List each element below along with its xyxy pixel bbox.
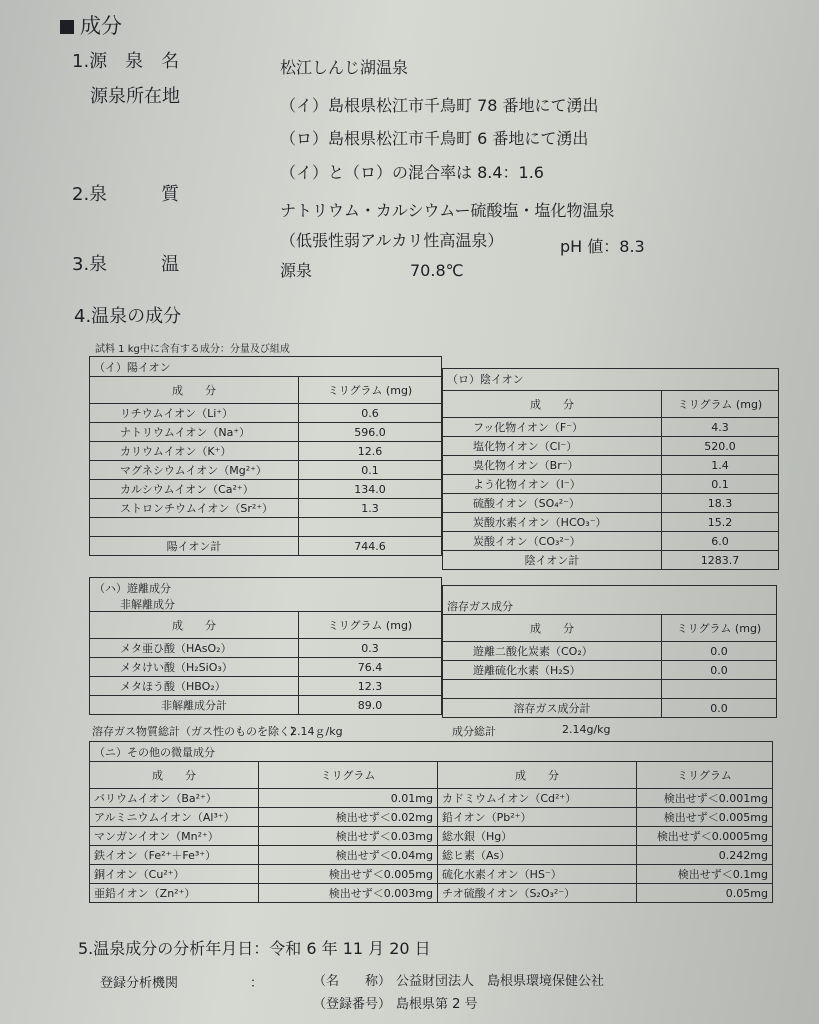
cation-title: （イ）陽イオン xyxy=(89,356,442,376)
trace-name: 鉛イオン（Pb²⁺） xyxy=(438,808,637,827)
free-mg: 12.3 xyxy=(299,677,442,696)
trace-row xyxy=(90,808,773,827)
trace-name: アルミニウムイオン（Al³⁺） xyxy=(90,808,259,827)
trace-name: カドミウムイオン（Cd²⁺） xyxy=(438,789,637,808)
cation-mg xyxy=(299,518,442,537)
cation-row xyxy=(90,461,442,480)
trace-title: （ニ）その他の微量成分 xyxy=(89,741,773,761)
anion-mg: 0.1 xyxy=(662,475,779,494)
anion-name: 炭酸イオン（CO₃²⁻） xyxy=(443,532,662,551)
gas-name xyxy=(443,680,662,699)
anion-name: 炭酸水素イオン（HCO₃⁻） xyxy=(443,513,662,532)
trace-mg: 検出せず＜0.001mg xyxy=(637,789,773,808)
gas-row xyxy=(443,642,777,661)
cation-name: ストロンチウムイオン（Sr²⁺） xyxy=(90,499,299,518)
cation-row xyxy=(90,423,442,442)
anion-name: 塩化物イオン（Cl⁻） xyxy=(443,437,662,456)
free-subtitle: 非解離成分 xyxy=(120,598,175,611)
cation-col-mg: ミリグラム (mg) xyxy=(299,377,442,404)
anion-total: 1283.7 xyxy=(662,551,779,570)
gas-total-label: 溶存ガス成分計 xyxy=(443,699,662,718)
cation-name: ナトリウムイオン（Na⁺） xyxy=(90,423,299,442)
cation-name: マグネシウムイオン（Mg²⁺） xyxy=(90,461,299,480)
trace-mg: 検出せず＜0.03mg xyxy=(259,827,438,846)
free-name: メタけい酸（H₂SiO₃） xyxy=(90,658,299,677)
anion-mg: 4.3 xyxy=(662,418,779,437)
free-mg: 76.4 xyxy=(299,658,442,677)
summary-right-label: 成分総計 xyxy=(452,725,496,738)
cation-mg: 1.3 xyxy=(299,499,442,518)
free-col-name: 成 分 xyxy=(90,612,299,639)
sample-note: 試料 1 kg中に含有する成分：分量及び組成 xyxy=(95,344,290,355)
anion-name: よう化物イオン（I⁻） xyxy=(443,475,662,494)
free-name: メタ亜ひ酸（HAsO₂） xyxy=(90,639,299,658)
spring-quality-value: ナトリウム・カルシウムー硫酸塩・塩化物温泉 xyxy=(280,201,615,220)
gas-col-name: 成 分 xyxy=(443,615,662,642)
anion-total-label: 陰イオン計 xyxy=(443,551,662,570)
free-col-mg: ミリグラム (mg) xyxy=(299,612,442,639)
trace-name: 鉄イオン（Fe²⁺＋Fe³⁺） xyxy=(90,846,259,865)
cation-mg: 134.0 xyxy=(299,480,442,499)
trace-name: マンガンイオン（Mn²⁺） xyxy=(90,827,259,846)
gas-mg: 0.0 xyxy=(662,661,777,680)
anion-table xyxy=(442,390,779,570)
section4-title: 4.温泉の成分 xyxy=(74,306,182,327)
cation-total-label: 陽イオン計 xyxy=(90,537,299,556)
gas-row xyxy=(443,680,777,699)
free-table xyxy=(89,611,442,715)
anion-mg: 6.0 xyxy=(662,532,779,551)
gas-mg xyxy=(662,680,777,699)
anion-name: フッ化物イオン（F⁻） xyxy=(443,418,662,437)
trace-row xyxy=(90,846,773,865)
cation-row xyxy=(90,404,442,423)
trace-mg: 検出せず＜0.005mg xyxy=(259,865,438,884)
summary-left-value: 2.14ｇ/kg xyxy=(290,725,343,738)
square-bullet-icon xyxy=(60,20,74,34)
trace-name: 硫化水素イオン（HS⁻） xyxy=(438,865,637,884)
org-reg-label: （登録番号） xyxy=(313,997,392,1012)
gas-row xyxy=(443,661,777,680)
anion-col-name: 成 分 xyxy=(443,391,662,418)
cation-col-name: 成 分 xyxy=(90,377,299,404)
anion-row xyxy=(443,532,779,551)
trace-name: チオ硫酸イオン（S₂O₃²⁻） xyxy=(438,884,637,903)
anion-name: 硫酸イオン（SO₄²⁻） xyxy=(443,494,662,513)
trace-row xyxy=(90,789,773,808)
anion-mg: 520.0 xyxy=(662,437,779,456)
gas-title: 溶存ガス成分 xyxy=(442,585,777,614)
trace-row xyxy=(90,827,773,846)
cation-total: 744.6 xyxy=(299,537,442,556)
cation-mg: 12.6 xyxy=(299,442,442,461)
anion-title: （ロ）陰イオン xyxy=(442,368,779,390)
trace-name: 銅イオン（Cu²⁺） xyxy=(90,865,259,884)
free-row xyxy=(90,677,442,696)
free-title xyxy=(89,577,442,611)
cation-name: リチウムイオン（Li⁺） xyxy=(90,404,299,423)
cation-name xyxy=(90,518,299,537)
cation-name: カルシウムイオン（Ca²⁺） xyxy=(90,480,299,499)
trace-col-mg-1: ミリグラム xyxy=(259,762,438,789)
summary-right-value: 2.14g/kg xyxy=(562,723,611,736)
trace-mg: 検出せず＜0.02mg xyxy=(259,808,438,827)
cation-row xyxy=(90,499,442,518)
free-title-text: （ハ）遊離成分 xyxy=(94,582,171,595)
source-location-b: （ロ）島根県松江市千鳥町 6 番地にて湧出 xyxy=(280,129,589,148)
source-location-a: （イ）島根県松江市千鳥町 78 番地にて湧出 xyxy=(280,96,599,115)
gas-col-mg: ミリグラム (mg) xyxy=(662,615,777,642)
trace-mg: 検出せず＜0.0005mg xyxy=(637,827,773,846)
trace-name: 総ヒ素（As） xyxy=(438,846,637,865)
free-row xyxy=(90,639,442,658)
org-reg-value: 島根県第 2 号 xyxy=(396,997,478,1012)
free-name: メタほう酸（HBO₂） xyxy=(90,677,299,696)
free-total-label: 非解離成分計 xyxy=(90,696,299,715)
gas-mg: 0.0 xyxy=(662,642,777,661)
anion-mg: 15.2 xyxy=(662,513,779,532)
anion-mg: 18.3 xyxy=(662,494,779,513)
anion-row xyxy=(443,475,779,494)
source-name-value: 松江しんじ湖温泉 xyxy=(280,58,409,77)
cation-row xyxy=(90,480,442,499)
cation-mg: 0.6 xyxy=(299,404,442,423)
mix-ratio: （イ）と（ロ）の混合率は 8.4：1.6 xyxy=(280,163,544,182)
free-mg: 0.3 xyxy=(299,639,442,658)
source-location-label: 源泉所在地 xyxy=(90,86,180,107)
trace-mg: 0.01mg xyxy=(259,789,438,808)
spring-quality-label: 2.泉 質 xyxy=(72,184,180,205)
trace-name: 亜鉛イオン（Zn²⁺） xyxy=(90,884,259,903)
summary-left-label: 溶存ガス物質総計（ガス性のものを除く） xyxy=(92,725,301,738)
trace-col-mg-2: ミリグラム xyxy=(637,762,773,789)
cation-name: カリウムイオン（K⁺） xyxy=(90,442,299,461)
org-colon: ： xyxy=(250,976,264,991)
anion-name: 臭化物イオン（Br⁻） xyxy=(443,456,662,475)
ph-value: pH 値：8.3 xyxy=(560,237,645,256)
anion-mg: 1.4 xyxy=(662,456,779,475)
cation-table xyxy=(89,376,442,556)
org-label: 登録分析機関 xyxy=(100,976,179,991)
org-name-label: （名 称） xyxy=(313,974,392,989)
gas-name: 遊離硫化水素（H₂S） xyxy=(443,661,662,680)
analysis-date: 5.温泉成分の分析年月日：令和 6 年 11 月 20 日 xyxy=(78,939,431,958)
trace-mg: 検出せず＜0.005mg xyxy=(637,808,773,827)
gas-table xyxy=(442,614,777,718)
trace-col-name-2: 成 分 xyxy=(438,762,637,789)
cation-mg: 0.1 xyxy=(299,461,442,480)
anion-row xyxy=(443,418,779,437)
anion-row xyxy=(443,513,779,532)
trace-name: バリウムイオン（Ba²⁺） xyxy=(90,789,259,808)
section-title: 成分 xyxy=(60,10,122,40)
gas-total: 0.0 xyxy=(662,699,777,718)
spring-temp-source-label: 源泉 xyxy=(280,261,313,280)
cation-row xyxy=(90,518,442,537)
spring-temp-label: 3.泉 温 xyxy=(72,254,180,275)
trace-mg: 0.242mg xyxy=(637,846,773,865)
anion-col-mg: ミリグラム (mg) xyxy=(662,391,779,418)
trace-name: 総水銀（Hg） xyxy=(438,827,637,846)
source-name-label: 1.源 泉 名 xyxy=(72,51,180,72)
spring-temp-value: 70.8℃ xyxy=(410,261,464,280)
trace-col-name-1: 成 分 xyxy=(90,762,259,789)
trace-row xyxy=(90,884,773,903)
trace-table xyxy=(89,761,773,903)
trace-mg: 0.05mg xyxy=(637,884,773,903)
spring-quality-sub: （低張性弱アルカリ性高温泉） xyxy=(280,231,504,250)
free-row xyxy=(90,658,442,677)
org-name-value: 公益財団法人 島根県環境保健公社 xyxy=(396,974,605,989)
trace-row xyxy=(90,865,773,884)
free-total: 89.0 xyxy=(299,696,442,715)
trace-mg: 検出せず＜0.04mg xyxy=(259,846,438,865)
anion-row xyxy=(443,456,779,475)
trace-mg: 検出せず＜0.1mg xyxy=(637,865,773,884)
anion-row xyxy=(443,494,779,513)
cation-row xyxy=(90,442,442,461)
trace-mg: 検出せず＜0.003mg xyxy=(259,884,438,903)
cation-mg: 596.0 xyxy=(299,423,442,442)
gas-name: 遊離二酸化炭素（CO₂） xyxy=(443,642,662,661)
anion-row xyxy=(443,437,779,456)
